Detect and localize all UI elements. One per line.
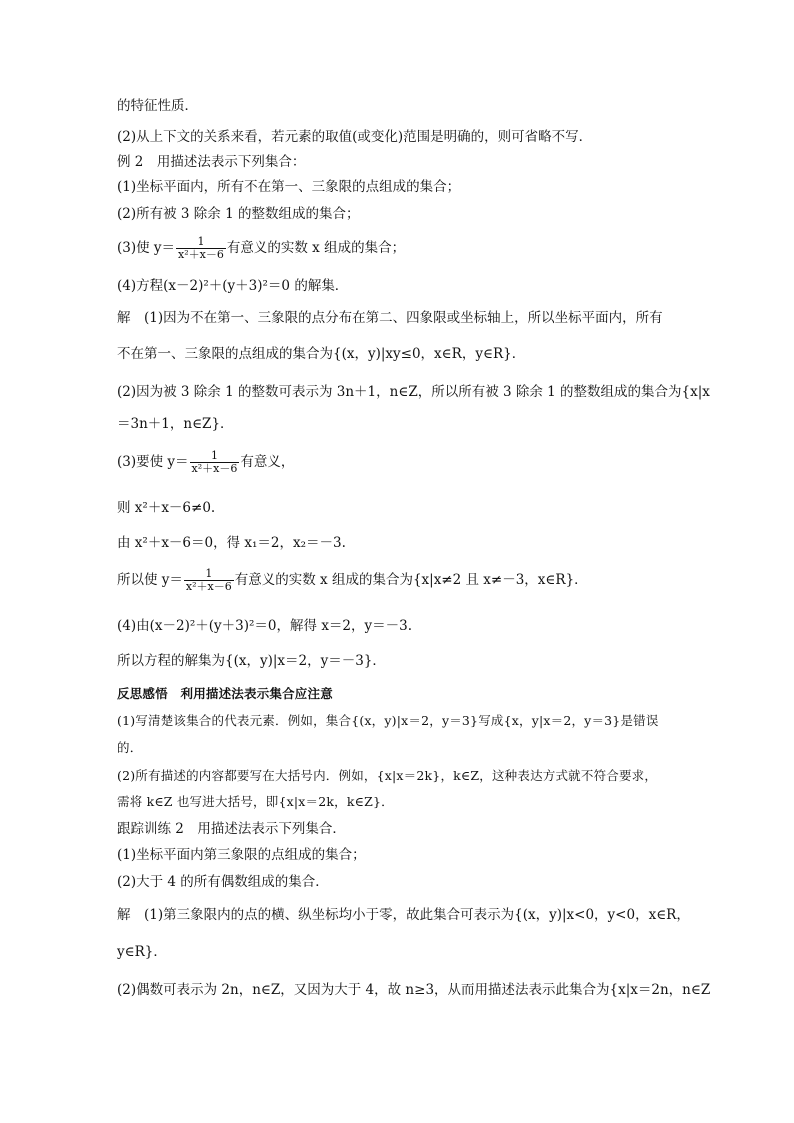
text-line: 需将 k∈Z 也写进大括号，即{x|x＝2k，k∈Z}． [117,794,394,809]
text-line: 的特征性质． [117,98,198,114]
text-line: (4)由(x－2)²＋(y＋3)²＝0，解得 x＝2，y＝－3. [117,618,413,634]
text-line: (1)坐标平面内，所有不在第一、三象限的点组成的集合； [117,179,461,195]
text-line: (2)偶数可表示为 2n，n∈Z，又因为大于 4，故 n≥3，从而用描述法表示此集合为{x|x＝2n，n∈Z [117,982,711,998]
fraction-denominator: x²＋x－6 [191,462,238,475]
text-segment: 有意义的实数 x 组成的集合； [226,240,406,256]
reflection-heading: 反思感悟 利用描述法表示集合应注意 [117,686,333,701]
text-line: y∈R}． [117,944,167,960]
text-line-with-fraction [117,568,588,593]
text-segment: 有意义， [240,454,295,470]
fraction [190,450,240,475]
example-heading: 例 2 用描述法表示下列集合： [117,154,306,170]
fraction-numerator: 1 [197,235,205,248]
text-segment: 所以使 y＝ [117,572,183,588]
text-line: 所以方程的解集为{(x，y)|x＝2，y＝－3}． [117,653,386,669]
text-segment: 有意义的实数 x 组成的集合为{x|x≠2 且 x≠－3，x∈R}． [234,572,588,588]
solution-line: 解 (1)因为不在第一、三象限的点分布在第二、四象限或坐标轴上，所以坐标平面内，所有 [117,310,663,326]
text-line: (2)从上下文的关系来看，若元素的取值(或变化)范围是明确的，则可省略不写． [117,129,593,145]
text-line-with-fraction [117,450,294,475]
fraction-numerator: 1 [205,567,213,580]
fraction-denominator: x²＋x－6 [178,248,224,261]
text-line: 的． [117,740,143,755]
text-line: (2)所有描述的内容都要写在大括号内．例如，{x|x＝2k}，k∈Z，这种表达方式就不符合要求， [117,768,658,783]
fraction-numerator: 1 [210,449,218,462]
fraction-denominator: x²＋x－6 [185,580,232,593]
text-line: ＝3n＋1，n∈Z}． [117,416,234,432]
text-line: (1)写清楚该集合的代表元素．例如，集合{(x，y)|x＝2，y＝3}写成{x，y|x＝2，y＝3}是错误 [117,713,659,728]
text-segment: (3)要使 y＝ [117,454,189,470]
practice-heading: 跟踪训练 2 用描述法表示下列集合． [117,821,346,837]
text-line: (1)坐标平面内第三象限的点组成的集合； [117,847,366,863]
text-line: (2)所有被 3 除余 1 的整数组成的集合； [117,206,360,222]
fraction [176,236,226,261]
text-line-with-fraction [117,236,405,261]
text-line: (4)方程(x－2)²＋(y＋3)²＝0 的解集． [117,278,349,294]
text-line: 不在第一、三象限的点组成的集合为{(x，y)|xy≤0，x∈R，y∈R}． [117,346,526,362]
fraction [184,568,234,593]
text-segment: (3)使 y＝ [117,240,176,256]
text-line: 则 x²＋x－6≠0. [117,500,216,516]
text-line: 由 x²＋x－6＝0，得 x₁＝2，x₂＝－3. [117,535,346,551]
text-line: (2)因为被 3 除余 1 的整数可表示为 3n＋1，n∈Z，所以所有被 3 除余 1 的整数组成的集合为{x|x [117,384,710,400]
text-line: (2)大于 4 的所有偶数组成的集合． [117,874,329,890]
solution-line: 解 (1)第三象限内的点的横、纵坐标均小于零，故此集合可表示为{(x，y)|x<0，y<0，x∈R， [117,907,690,923]
